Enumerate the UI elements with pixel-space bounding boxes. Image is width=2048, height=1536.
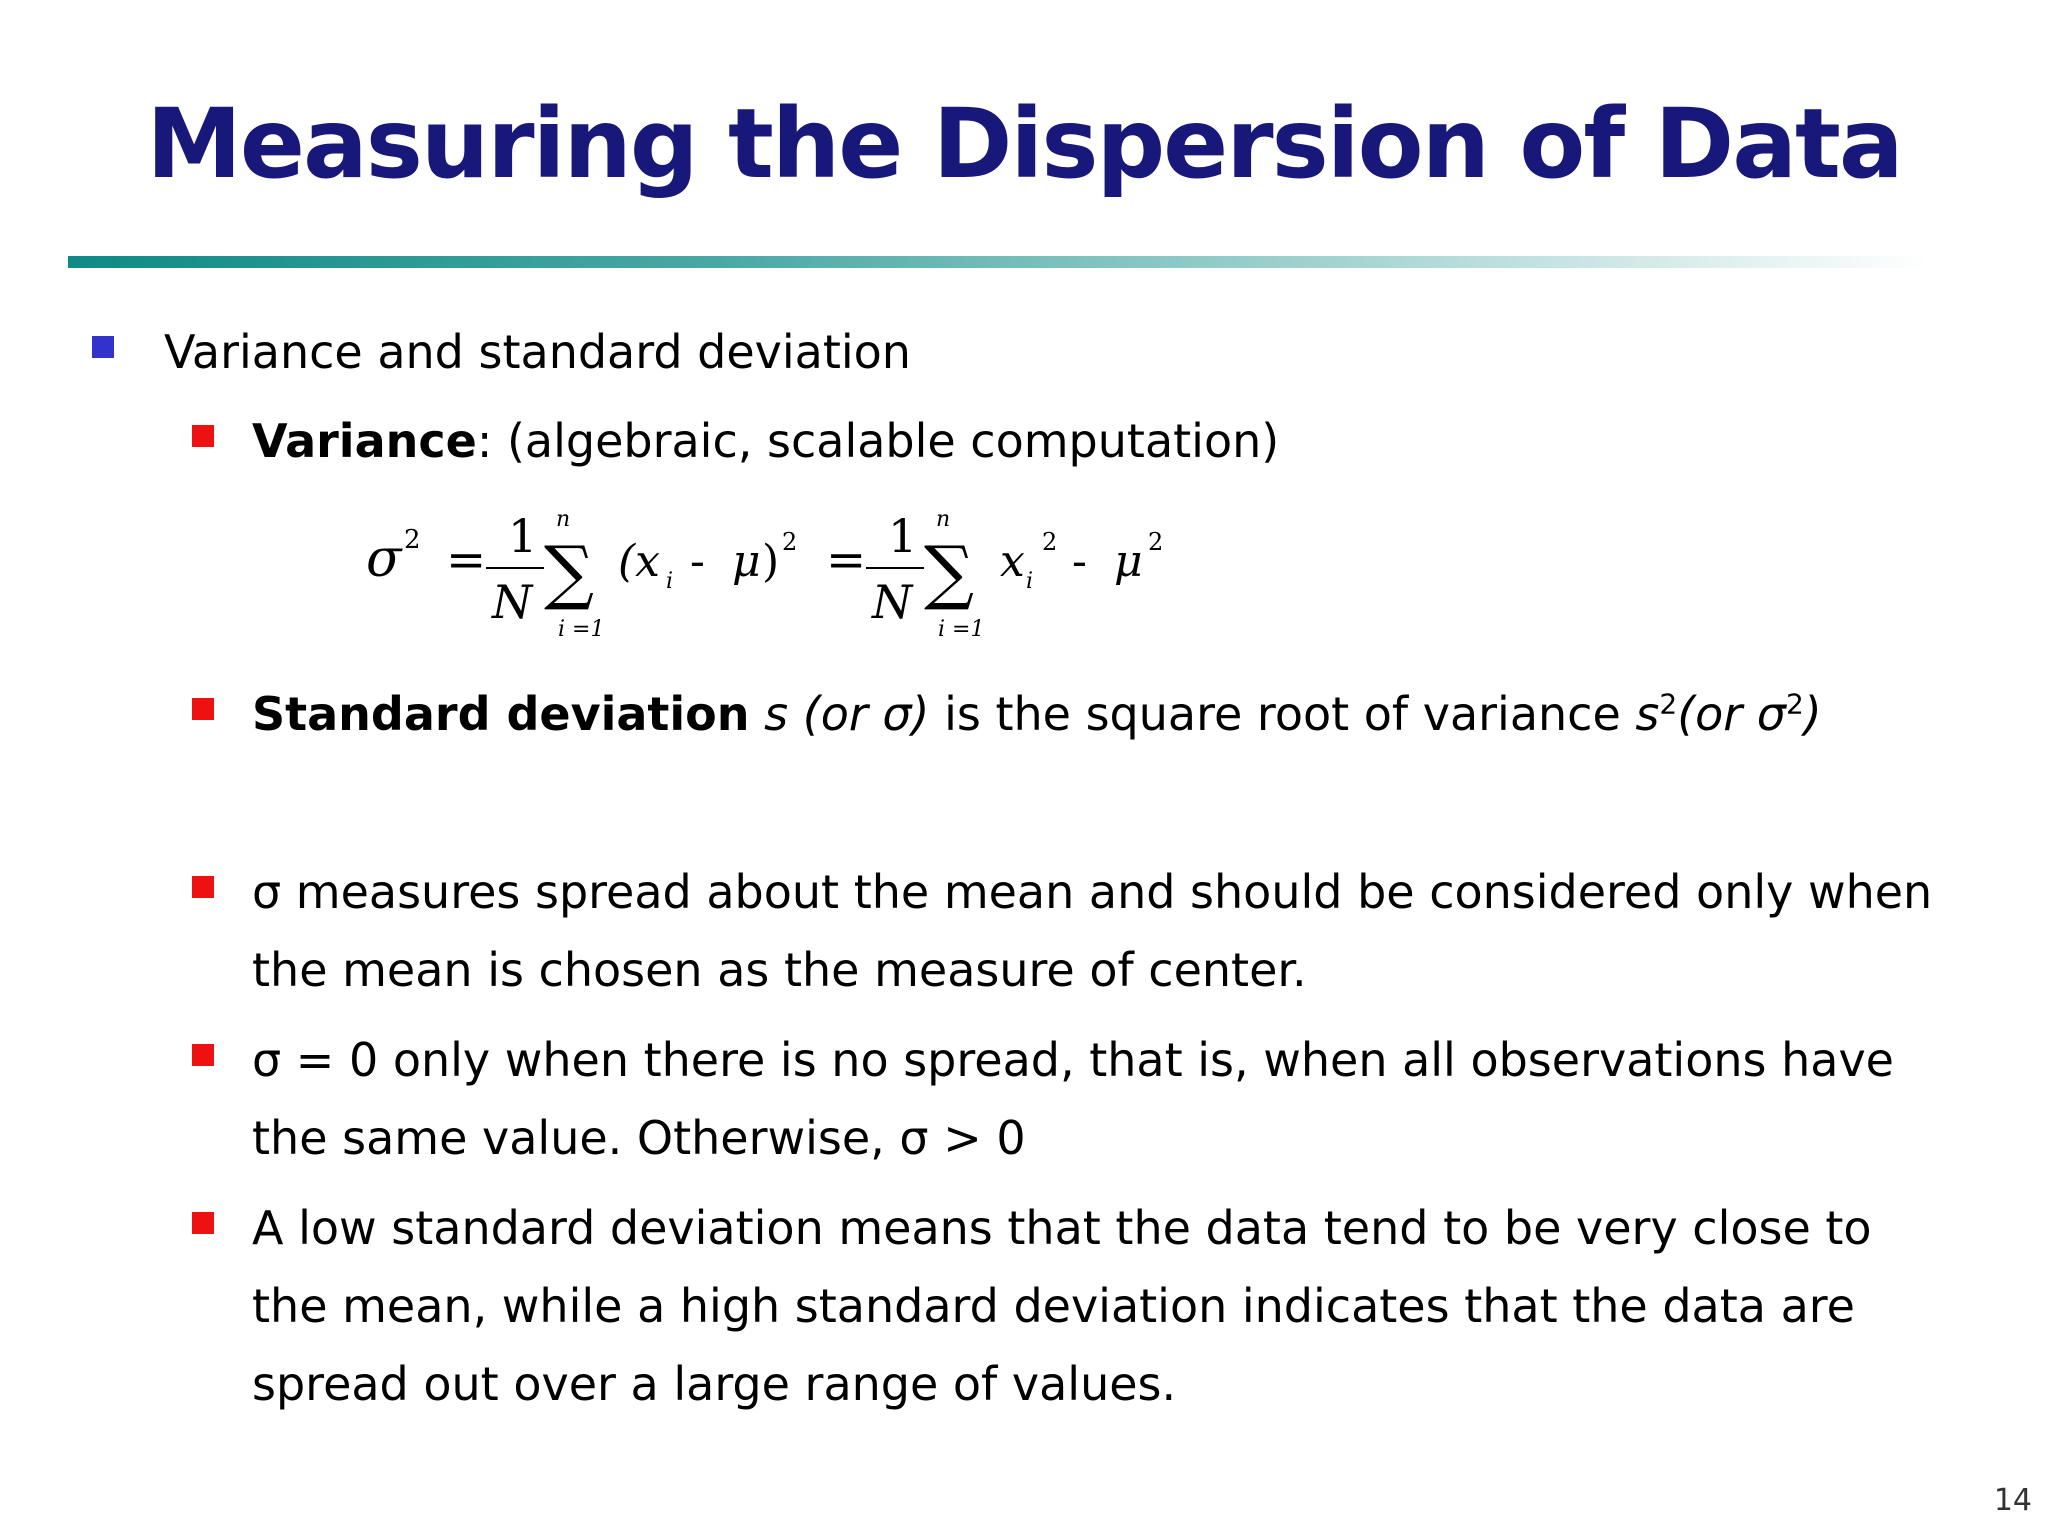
formula-mu-2: μ [1114, 536, 1143, 587]
formula-sum-upper-2: n [936, 507, 951, 532]
formula-sum-lower-2: i =1 [938, 617, 985, 642]
bullet-square-icon [192, 1044, 214, 1066]
formula-paren-x: (x [618, 536, 660, 587]
formula-minus-2: - [1072, 536, 1087, 587]
stddev-variance-sup2: 2 [1785, 687, 1804, 721]
formula-sq-3: 2 [1148, 528, 1164, 556]
formula-sum-upper-1: n [556, 507, 571, 532]
variance-desc: : (algebraic, scalable computation) [476, 414, 1280, 468]
bullet-square-icon [192, 876, 214, 898]
formula-frac-den-1: N [492, 575, 533, 629]
bullet-variance-stddev: Variance and standard deviation [164, 325, 911, 379]
bullet-square-icon [192, 425, 214, 447]
formula-x: x [1000, 536, 1025, 587]
stddev-variance-s: s [1635, 687, 1660, 741]
formula-eq-1: = [446, 532, 487, 588]
page-number: 14 [1993, 1483, 2032, 1518]
formula-sub-i-2: i [1026, 569, 1034, 594]
stddev-term: Standard deviation [252, 687, 750, 741]
formula-close: ) [762, 536, 780, 587]
stddev-symbol: s (or σ) [749, 687, 930, 741]
bullet-zero: σ = 0 only when there is no spread, that is, when all observations have the same value. Otherwise, σ > 0 [252, 1033, 1894, 1165]
stddev-variance-close: ) [1803, 687, 1822, 741]
formula-sum-lower-1: i =1 [558, 617, 605, 642]
formula-eq-2: = [826, 532, 867, 588]
formula-minus-1: - [690, 536, 705, 587]
formula-frac-num-1: 1 [508, 509, 538, 563]
formula-sq-2: 2 [1042, 528, 1058, 556]
formula-sub-i-1: i [666, 569, 674, 594]
bullet-low-high: A low standard deviation means that the data tend to be very close to the mean, while a high standard deviation indicates that the data are spread out over a large range of values. [252, 1201, 1872, 1411]
bullet-stddev [252, 675, 1822, 753]
bullet-square-icon [192, 1212, 214, 1234]
bullet-square-icon [192, 698, 214, 720]
formula-sum-1: ∑ [544, 531, 594, 613]
variance-formula [360, 500, 1260, 650]
stddev-desc: is the square root of variance [929, 687, 1636, 741]
slide-title: Measuring the Dispersion of Data [146, 88, 1902, 200]
bullet-variance [252, 402, 1279, 480]
bullet-square-icon [92, 336, 114, 358]
formula-sq-1: 2 [782, 528, 798, 556]
formula-sigma-exp: 2 [404, 525, 421, 555]
formula-mu-1: μ [732, 536, 761, 587]
formula-sum-2: ∑ [924, 531, 974, 613]
title-divider [68, 256, 1928, 268]
stddev-variance-or: (or σ [1677, 687, 1786, 741]
formula-sigma: σ [366, 529, 402, 589]
formula-frac-den-2: N [872, 575, 913, 629]
stddev-variance-sup: 2 [1659, 687, 1678, 721]
formula-frac-num-2: 1 [888, 509, 918, 563]
bullet-spread: σ measures spread about the mean and should be considered only when the mean is chosen as the measure of center. [252, 865, 1933, 997]
variance-term: Variance [252, 414, 477, 468]
